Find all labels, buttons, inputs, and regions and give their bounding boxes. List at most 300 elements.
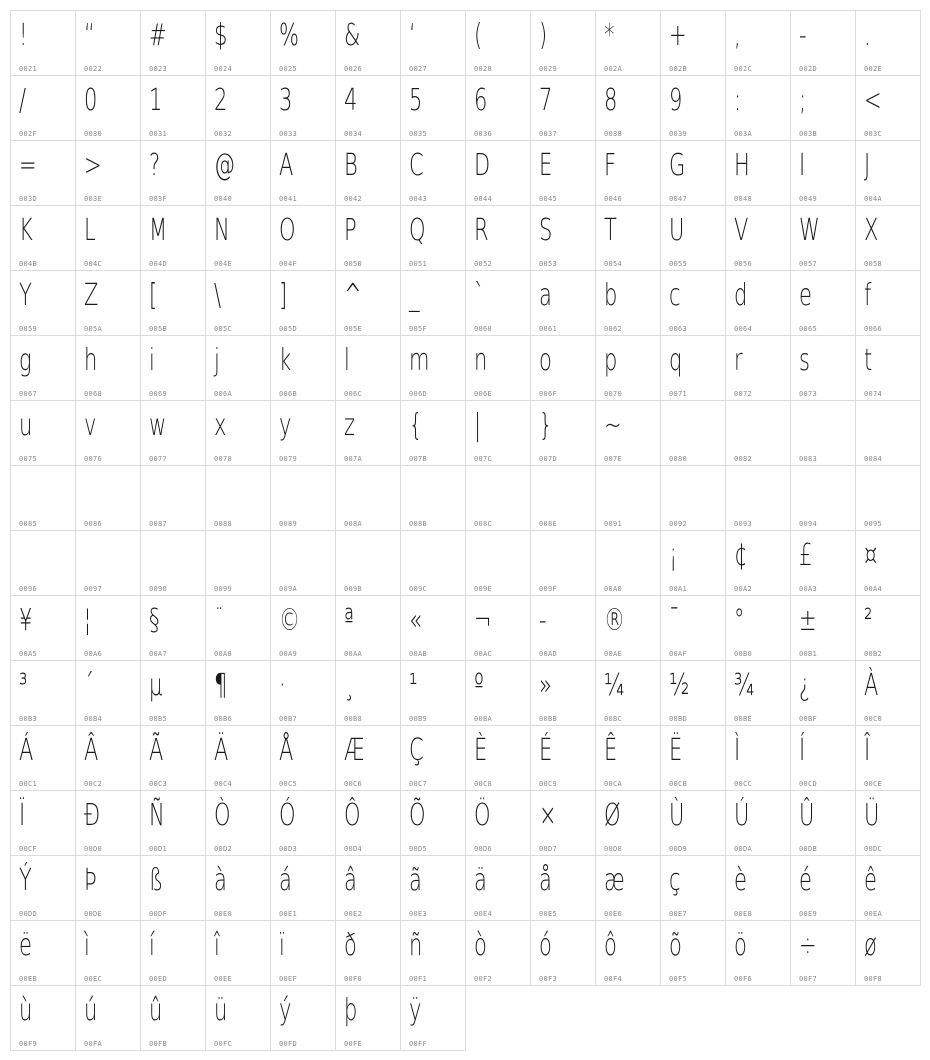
glyph-cell — [725, 205, 791, 271]
glyph-char: Å — [279, 733, 294, 768]
glyph-cell — [790, 855, 856, 921]
glyph-char: Î — [864, 733, 871, 768]
glyph-char: á — [279, 863, 292, 898]
glyph-code: 00F0 — [344, 975, 363, 983]
glyph-char: Ã — [149, 733, 164, 768]
glyph-code: 00BC — [604, 715, 623, 723]
glyph-cell — [335, 530, 401, 596]
glyph-char: 4 — [344, 83, 358, 118]
glyph-code: 0098 — [149, 585, 168, 593]
glyph-code: 0080 — [669, 455, 688, 463]
glyph-code: 00D1 — [149, 845, 168, 853]
glyph-code: 0021 — [19, 65, 38, 73]
glyph-code: 0087 — [149, 520, 168, 528]
glyph-char: Ú — [734, 798, 750, 833]
glyph-cell — [465, 855, 531, 921]
glyph-cell — [140, 595, 206, 661]
glyph-code: 00E2 — [344, 910, 363, 918]
glyph-char: È — [474, 733, 488, 768]
glyph-code: 0088 — [214, 520, 233, 528]
glyph-code: 005E — [344, 325, 363, 333]
glyph-code: 007B — [409, 455, 428, 463]
glyph-cell — [660, 595, 726, 661]
glyph-char: µ — [149, 668, 163, 703]
glyph-cell — [75, 985, 141, 1051]
glyph-code: 0049 — [799, 195, 818, 203]
glyph-code: 0075 — [19, 455, 38, 463]
glyph-char: Ñ — [149, 798, 165, 833]
glyph-char: } — [539, 408, 553, 443]
glyph-cell — [400, 595, 466, 661]
glyph-code: 00CB — [669, 780, 688, 788]
glyph-cell — [335, 270, 401, 336]
glyph-cell — [855, 75, 921, 141]
glyph-char: ¸ — [344, 668, 355, 703]
glyph-code: 0057 — [799, 260, 818, 268]
glyph-code: 006C — [344, 390, 363, 398]
glyph-code: 006D — [409, 390, 428, 398]
glyph-cell — [335, 75, 401, 141]
glyph-cell — [530, 595, 596, 661]
glyph-code: 00F7 — [799, 975, 818, 983]
glyph-code: 0092 — [669, 520, 688, 528]
glyph-char: - — [539, 603, 547, 638]
glyph-cell — [790, 335, 856, 401]
glyph-cell — [595, 270, 661, 336]
glyph-cell — [10, 10, 76, 76]
glyph-code: 009A — [279, 585, 298, 593]
glyph-char: v — [84, 408, 97, 443]
glyph-char: Ô — [344, 798, 361, 833]
glyph-cell — [270, 75, 336, 141]
glyph-char: _ — [409, 278, 420, 313]
glyph-code: 0058 — [864, 260, 883, 268]
glyph-cell — [400, 920, 466, 986]
glyph-code: 00C4 — [214, 780, 233, 788]
glyph-char: r — [734, 343, 743, 378]
glyph-char: F — [604, 148, 617, 183]
glyph-char: ¹ — [409, 668, 418, 703]
glyph-char: ò — [474, 928, 487, 963]
glyph-cell — [400, 75, 466, 141]
glyph-cell — [400, 855, 466, 921]
glyph-cell — [140, 465, 206, 531]
glyph-char: E — [539, 148, 553, 183]
glyph-char: ú — [84, 993, 98, 1028]
glyph-char: Ê — [604, 733, 618, 768]
glyph-char: ® — [604, 603, 625, 638]
glyph-char: | — [474, 408, 482, 443]
glyph-cell — [595, 530, 661, 596]
glyph-char: / — [19, 83, 27, 118]
glyph-cell — [140, 140, 206, 206]
glyph-char: l — [344, 343, 350, 378]
glyph-code: 00AD — [539, 650, 558, 658]
glyph-cell — [270, 10, 336, 76]
glyph-cell — [660, 400, 726, 466]
glyph-code: 0073 — [799, 390, 818, 398]
glyph-code: 00C6 — [344, 780, 363, 788]
glyph-char: å — [539, 863, 552, 898]
glyph-cell — [595, 335, 661, 401]
glyph-cell — [660, 660, 726, 726]
glyph-cell — [205, 205, 271, 271]
glyph-char: a — [539, 278, 552, 313]
glyph-char: y — [279, 408, 292, 443]
glyph-code: 00FD — [279, 1040, 298, 1048]
glyph-cell — [660, 205, 726, 271]
glyph-code: 005D — [279, 325, 298, 333]
glyph-cell — [270, 400, 336, 466]
glyph-cell — [725, 920, 791, 986]
glyph-char: ¢ — [734, 538, 748, 573]
glyph-char: õ — [669, 928, 682, 963]
glyph-code: 0062 — [604, 325, 623, 333]
glyph-code: 00B7 — [279, 715, 298, 723]
glyph-char: ß — [149, 863, 164, 898]
glyph-code: 00FF — [409, 1040, 428, 1048]
glyph-code: 0055 — [669, 260, 688, 268]
glyph-code: 002E — [864, 65, 883, 73]
glyph-cell — [725, 660, 791, 726]
glyph-char: © — [279, 603, 300, 638]
glyph-code: 0077 — [149, 455, 168, 463]
glyph-char: J — [864, 148, 871, 183]
glyph-code: 0025 — [279, 65, 298, 73]
glyph-code: 00F2 — [474, 975, 493, 983]
glyph-code: 0026 — [344, 65, 363, 73]
glyph-code: 0040 — [214, 195, 233, 203]
glyph-cell — [855, 205, 921, 271]
glyph-char: ( — [474, 18, 483, 53]
glyph-char: £ — [799, 538, 813, 573]
glyph-char: * — [604, 18, 615, 53]
glyph-code: 00A2 — [734, 585, 753, 593]
glyph-cell — [660, 140, 726, 206]
glyph-code: 0029 — [539, 65, 558, 73]
glyph-code: 00DF — [149, 910, 168, 918]
glyph-code: 00CE — [864, 780, 883, 788]
glyph-cell — [530, 10, 596, 76]
glyph-cell — [335, 790, 401, 856]
glyph-char: Ì — [734, 733, 741, 768]
glyph-char: U — [669, 213, 685, 248]
glyph-cell — [790, 140, 856, 206]
glyph-char: Ø — [604, 798, 621, 833]
glyph-cell — [335, 140, 401, 206]
glyph-code: 00FA — [84, 1040, 103, 1048]
glyph-code: 0041 — [279, 195, 298, 203]
glyph-map-grid — [10, 10, 920, 1050]
glyph-cell — [855, 400, 921, 466]
glyph-code: 00D5 — [409, 845, 428, 853]
glyph-char: â — [344, 863, 357, 898]
glyph-char: Ä — [214, 733, 229, 768]
glyph-code: 00D6 — [474, 845, 493, 853]
glyph-code: 0065 — [799, 325, 818, 333]
glyph-code: 00F6 — [734, 975, 753, 983]
glyph-char: h — [84, 343, 98, 378]
glyph-code: 0083 — [799, 455, 818, 463]
glyph-code: 0036 — [474, 130, 493, 138]
glyph-char: L — [84, 213, 96, 248]
glyph-char: 8 — [604, 83, 618, 118]
glyph-code: 003C — [864, 130, 883, 138]
glyph-cell — [75, 270, 141, 336]
glyph-code: 0028 — [474, 65, 493, 73]
glyph-code: 00CC — [734, 780, 753, 788]
glyph-cell — [140, 10, 206, 76]
glyph-char: Þ — [84, 863, 97, 898]
glyph-code: 009B — [344, 585, 363, 593]
glyph-code: 0079 — [279, 455, 298, 463]
glyph-code: 002B — [669, 65, 688, 73]
glyph-char: Ï — [19, 798, 26, 833]
glyph-code: 002A — [604, 65, 623, 73]
glyph-cell — [10, 855, 76, 921]
glyph-code: 00A4 — [864, 585, 883, 593]
glyph-code: 00C0 — [864, 715, 883, 723]
glyph-cell — [205, 985, 271, 1051]
glyph-cell — [790, 75, 856, 141]
glyph-code: 008E — [539, 520, 558, 528]
glyph-char: G — [669, 148, 686, 183]
glyph-char: b — [604, 278, 618, 313]
glyph-code: 0094 — [799, 520, 818, 528]
glyph-cell — [595, 140, 661, 206]
glyph-char: 6 — [474, 83, 488, 118]
glyph-cell — [400, 985, 466, 1051]
glyph-code: 00B6 — [214, 715, 233, 723]
glyph-char: p — [604, 343, 618, 378]
glyph-cell — [335, 10, 401, 76]
glyph-cell — [660, 465, 726, 531]
glyph-char: \ — [214, 278, 222, 313]
glyph-cell — [530, 140, 596, 206]
glyph-char: ù — [19, 993, 33, 1028]
glyph-code: 00ED — [149, 975, 168, 983]
glyph-cell — [335, 400, 401, 466]
glyph-cell — [855, 855, 921, 921]
glyph-code: 008B — [409, 520, 428, 528]
glyph-cell — [530, 465, 596, 531]
glyph-cell — [465, 10, 531, 76]
glyph-code: 007D — [539, 455, 558, 463]
glyph-char: ï — [279, 928, 285, 963]
glyph-cell — [790, 205, 856, 271]
glyph-char: C — [409, 148, 424, 183]
glyph-char: - — [799, 18, 807, 53]
glyph-cell — [790, 920, 856, 986]
glyph-code: 002F — [19, 130, 38, 138]
glyph-cell — [465, 400, 531, 466]
glyph-cell — [725, 140, 791, 206]
glyph-cell — [400, 530, 466, 596]
glyph-char: @ — [214, 148, 235, 183]
glyph-cell — [660, 855, 726, 921]
glyph-code: 009C — [409, 585, 428, 593]
glyph-code: 0069 — [149, 390, 168, 398]
glyph-code: 00B2 — [864, 650, 883, 658]
glyph-code: 0050 — [344, 260, 363, 268]
glyph-cell — [10, 205, 76, 271]
glyph-code: 00BB — [539, 715, 558, 723]
glyph-char: Û — [799, 798, 815, 833]
glyph-cell — [335, 920, 401, 986]
glyph-code: 0038 — [604, 130, 623, 138]
glyph-cell — [75, 400, 141, 466]
glyph-char: Q — [409, 213, 426, 248]
glyph-code: 009F — [539, 585, 558, 593]
glyph-code: 0052 — [474, 260, 493, 268]
glyph-code: 00DB — [799, 845, 818, 853]
glyph-char: T — [604, 213, 617, 248]
glyph-char: V — [734, 213, 749, 248]
glyph-cell — [530, 725, 596, 791]
glyph-cell — [335, 855, 401, 921]
glyph-code: 0076 — [84, 455, 103, 463]
glyph-code: 00D2 — [214, 845, 233, 853]
glyph-char: ² — [864, 603, 873, 638]
glyph-code: 0056 — [734, 260, 753, 268]
glyph-char: à — [214, 863, 227, 898]
glyph-cell — [725, 530, 791, 596]
glyph-char: Z — [84, 278, 99, 313]
glyph-code: 00FE — [344, 1040, 363, 1048]
glyph-code: 009E — [474, 585, 493, 593]
glyph-code: 0039 — [669, 130, 688, 138]
glyph-cell — [855, 140, 921, 206]
glyph-cell — [205, 75, 271, 141]
glyph-cell — [205, 140, 271, 206]
glyph-char: Ð — [84, 798, 101, 833]
glyph-code: 00B5 — [149, 715, 168, 723]
glyph-code: 003D — [19, 195, 38, 203]
glyph-cell — [530, 790, 596, 856]
glyph-cell — [270, 595, 336, 661]
glyph-code: 00EB — [19, 975, 38, 983]
glyph-code: 00B4 — [84, 715, 103, 723]
glyph-char: ± — [799, 603, 817, 638]
glyph-code: 0097 — [84, 585, 103, 593]
glyph-cell — [335, 725, 401, 791]
glyph-cell — [140, 725, 206, 791]
glyph-code: 002D — [799, 65, 818, 73]
glyph-code: 00C7 — [409, 780, 428, 788]
glyph-char: Y — [19, 278, 32, 313]
glyph-cell — [790, 465, 856, 531]
glyph-char: x — [214, 408, 227, 443]
glyph-cell — [530, 660, 596, 726]
glyph-code: 00E1 — [279, 910, 298, 918]
glyph-cell — [10, 660, 76, 726]
glyph-code: 004C — [84, 260, 103, 268]
glyph-cell — [270, 465, 336, 531]
glyph-char: · — [279, 668, 286, 703]
glyph-cell — [400, 790, 466, 856]
glyph-cell — [530, 75, 596, 141]
glyph-cell — [725, 10, 791, 76]
glyph-cell — [595, 400, 661, 466]
glyph-char: À — [864, 668, 879, 703]
glyph-cell — [855, 660, 921, 726]
glyph-code: 00D7 — [539, 845, 558, 853]
glyph-code: 00BE — [734, 715, 753, 723]
glyph-cell — [725, 855, 791, 921]
glyph-cell — [855, 270, 921, 336]
glyph-char: ¤ — [864, 538, 878, 573]
glyph-code: 00C1 — [19, 780, 38, 788]
glyph-cell — [530, 920, 596, 986]
glyph-cell — [465, 660, 531, 726]
glyph-char: Ý — [19, 863, 32, 898]
glyph-char: Ù — [669, 798, 685, 833]
glyph-cell — [270, 205, 336, 271]
glyph-char: î — [214, 928, 220, 963]
glyph-char: + — [669, 18, 687, 53]
glyph-cell — [205, 660, 271, 726]
glyph-char: ! — [19, 18, 28, 53]
glyph-cell — [75, 855, 141, 921]
glyph-cell — [140, 530, 206, 596]
glyph-cell — [335, 205, 401, 271]
glyph-code: 005C — [214, 325, 233, 333]
glyph-code: 0047 — [669, 195, 688, 203]
glyph-code: 00EE — [214, 975, 233, 983]
glyph-cell — [75, 465, 141, 531]
glyph-code: 0034 — [344, 130, 363, 138]
glyph-code: 004F — [279, 260, 298, 268]
glyph-code: 004A — [864, 195, 883, 203]
glyph-cell — [10, 75, 76, 141]
glyph-cell — [140, 660, 206, 726]
glyph-cell — [75, 10, 141, 76]
glyph-cell — [660, 920, 726, 986]
glyph-char: § — [149, 603, 160, 638]
glyph-code: 0045 — [539, 195, 558, 203]
glyph-char: ì — [84, 928, 90, 963]
glyph-code: 0051 — [409, 260, 428, 268]
glyph-code: 006A — [214, 390, 233, 398]
glyph-cell — [335, 465, 401, 531]
glyph-code: 008C — [474, 520, 493, 528]
glyph-char: ‘ — [409, 18, 416, 53]
glyph-code: 0032 — [214, 130, 233, 138]
glyph-cell — [855, 10, 921, 76]
glyph-char: 3 — [279, 83, 293, 118]
glyph-cell — [270, 920, 336, 986]
glyph-char: æ — [604, 863, 625, 898]
glyph-cell — [855, 920, 921, 986]
glyph-char: D — [474, 148, 491, 183]
glyph-cell — [660, 75, 726, 141]
glyph-char: , — [734, 18, 741, 53]
glyph-cell — [400, 270, 466, 336]
glyph-cell — [335, 335, 401, 401]
glyph-cell — [140, 920, 206, 986]
glyph-char: ¿ — [799, 668, 811, 703]
glyph-code: 0059 — [19, 325, 38, 333]
glyph-code: 0060 — [474, 325, 493, 333]
glyph-code: 0067 — [19, 390, 38, 398]
glyph-cell — [660, 530, 726, 596]
glyph-char: ¥ — [19, 603, 33, 638]
glyph-cell — [595, 725, 661, 791]
glyph-char: Ü — [864, 798, 880, 833]
glyph-code: 00AB — [409, 650, 428, 658]
glyph-char: & — [344, 18, 361, 53]
glyph-cell — [400, 205, 466, 271]
